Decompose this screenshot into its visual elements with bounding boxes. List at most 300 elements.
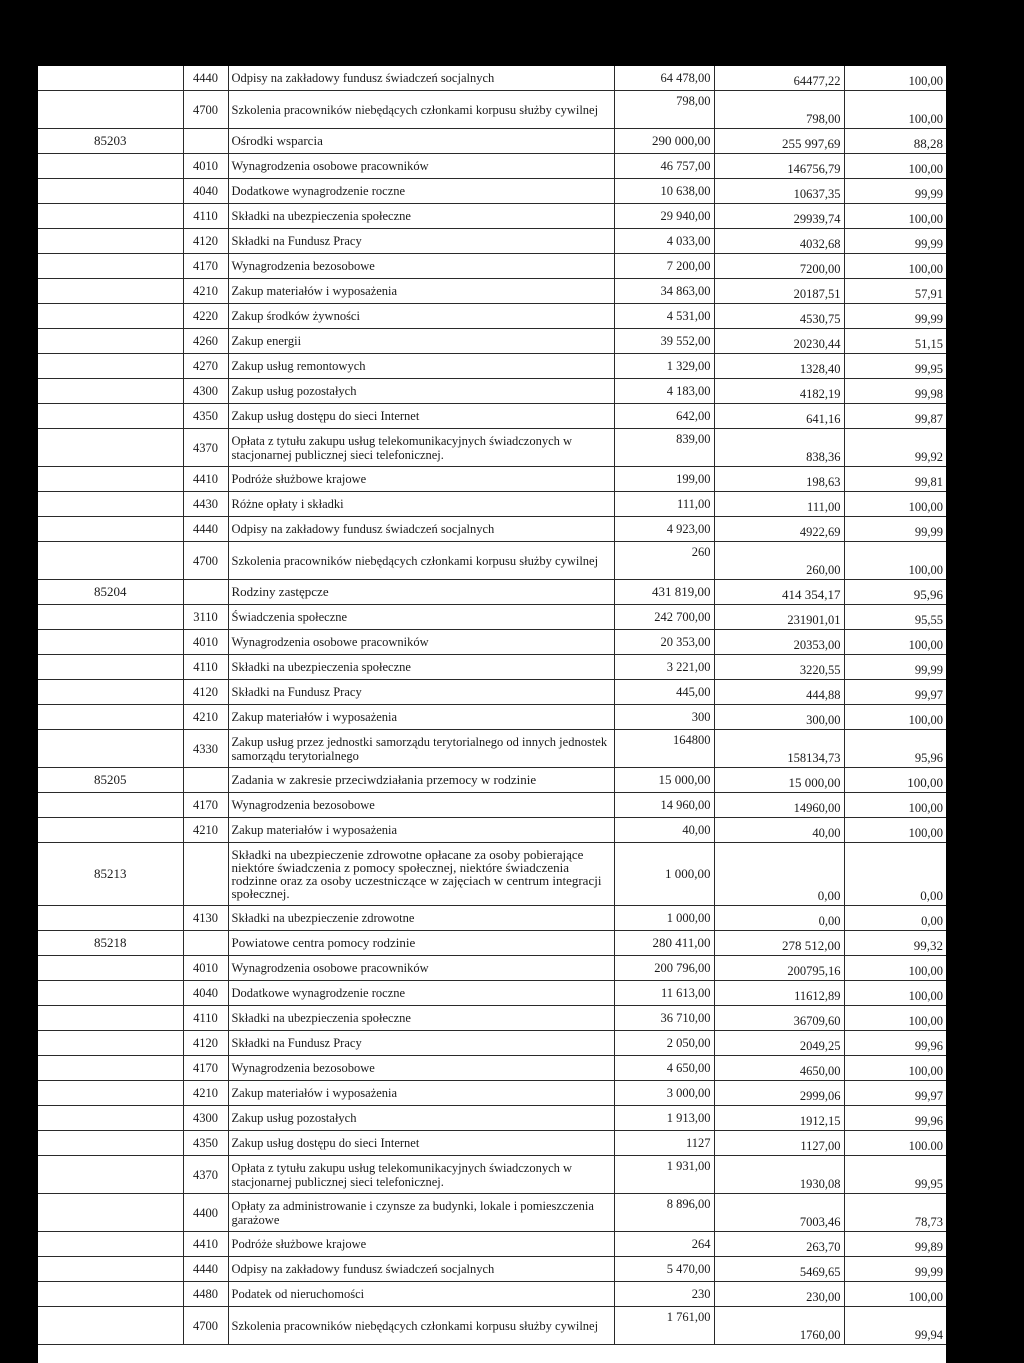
- execution-cell: 20187,51: [714, 279, 844, 304]
- plan-cell: 111,00: [614, 492, 714, 517]
- table-row: [38, 279, 946, 304]
- rozdzial-cell: [38, 304, 183, 329]
- paragraf-cell: 4220: [183, 304, 228, 329]
- rozdzial-cell: [38, 379, 183, 404]
- execution-cell: 10637,35: [714, 179, 844, 204]
- paragraf-cell: 4170: [183, 1056, 228, 1081]
- rozdzial-cell: 85218: [38, 931, 183, 956]
- rozdzial-cell: [38, 906, 183, 931]
- rozdzial-cell: [38, 467, 183, 492]
- plan-cell: 230: [614, 1282, 714, 1307]
- plan-cell: 164800: [614, 730, 714, 768]
- percent-cell: 99,99: [844, 1257, 946, 1282]
- rozdzial-cell: [38, 630, 183, 655]
- name-cell: Podróże służbowe krajowe: [228, 1232, 614, 1257]
- table-row: [38, 542, 946, 580]
- table-row: [38, 329, 946, 354]
- execution-cell: 20353,00: [714, 630, 844, 655]
- name-cell: Wynagrodzenia osobowe pracowników: [228, 154, 614, 179]
- plan-cell: 839,00: [614, 429, 714, 467]
- execution-cell: 14960,00: [714, 793, 844, 818]
- percent-cell: 100,00: [844, 254, 946, 279]
- section-row: [38, 843, 946, 906]
- paragraf-cell: 4260: [183, 329, 228, 354]
- document-page: [38, 66, 946, 1363]
- rozdzial-cell: [38, 655, 183, 680]
- plan-cell: 14 960,00: [614, 793, 714, 818]
- rozdzial-cell: 85205: [38, 768, 183, 793]
- name-cell: Składki na Fundusz Pracy: [228, 680, 614, 705]
- name-cell: Zakup usług remontowych: [228, 354, 614, 379]
- plan-cell: 260: [614, 542, 714, 580]
- rozdzial-cell: 85203: [38, 129, 183, 154]
- table-row: [38, 1056, 946, 1081]
- rozdzial-cell: [38, 981, 183, 1006]
- execution-cell: 641,16: [714, 404, 844, 429]
- plan-cell: 15 000,00: [614, 768, 714, 793]
- paragraf-cell: 4110: [183, 655, 228, 680]
- execution-cell: 230,00: [714, 1282, 844, 1307]
- table-row: [38, 154, 946, 179]
- percent-cell: 99,95: [844, 354, 946, 379]
- plan-cell: 64 478,00: [614, 66, 714, 91]
- paragraf-cell: 4270: [183, 354, 228, 379]
- paragraf-cell: 4130: [183, 906, 228, 931]
- execution-cell: 255 997,69: [714, 129, 844, 154]
- rozdzial-cell: [38, 1131, 183, 1156]
- paragraf-cell: 4170: [183, 793, 228, 818]
- name-cell: Wynagrodzenia osobowe pracowników: [228, 630, 614, 655]
- name-cell: Opłaty za administrowanie i czynsze za budynki, lokale i pomieszczenia garażowe: [228, 1194, 614, 1232]
- percent-cell: 99,97: [844, 680, 946, 705]
- name-cell: Powiatowe centra pomocy rodzinie: [228, 931, 614, 956]
- name-cell: Zakup usług pozostałych: [228, 1106, 614, 1131]
- table-row: [38, 91, 946, 129]
- rozdzial-cell: [38, 956, 183, 981]
- rozdzial-cell: 85204: [38, 580, 183, 605]
- paragraf-cell: 4430: [183, 492, 228, 517]
- percent-cell: 95,55: [844, 605, 946, 630]
- name-cell: Składki na ubezpieczenie zdrowotne opłacane za osoby pobierające niektóre świadczenia z pomocy społecznej, niektóre świadczenia rodzinne oraz za osoby uczestniczące w zajęciach w centrum integracji społecznej.: [228, 843, 614, 906]
- budget-table: [38, 66, 946, 1345]
- paragraf-cell: 4440: [183, 66, 228, 91]
- execution-cell: 198,63: [714, 467, 844, 492]
- table-row: [38, 1106, 946, 1131]
- plan-cell: 280 411,00: [614, 931, 714, 956]
- execution-cell: 3220,55: [714, 655, 844, 680]
- percent-cell: 99,92: [844, 429, 946, 467]
- percent-cell: 100,00: [844, 154, 946, 179]
- name-cell: Różne opłaty i składki: [228, 492, 614, 517]
- execution-cell: 7200,00: [714, 254, 844, 279]
- name-cell: Dodatkowe wynagrodzenie roczne: [228, 179, 614, 204]
- percent-cell: 100,00: [844, 91, 946, 129]
- table-row: [38, 1006, 946, 1031]
- paragraf-cell: 4370: [183, 1156, 228, 1194]
- name-cell: Podróże służbowe krajowe: [228, 467, 614, 492]
- table-row: [38, 906, 946, 931]
- paragraf-cell: 4170: [183, 254, 228, 279]
- execution-cell: 1912,15: [714, 1106, 844, 1131]
- paragraf-cell: 4300: [183, 1106, 228, 1131]
- execution-cell: 11612,89: [714, 981, 844, 1006]
- percent-cell: 100,00: [844, 768, 946, 793]
- table-row: [38, 1156, 946, 1194]
- execution-cell: 1930,08: [714, 1156, 844, 1194]
- paragraf-cell: 4010: [183, 154, 228, 179]
- plan-cell: 264: [614, 1232, 714, 1257]
- section-row: [38, 931, 946, 956]
- percent-cell: 100,00: [844, 793, 946, 818]
- name-cell: Świadczenia społeczne: [228, 605, 614, 630]
- table-row: [38, 1131, 946, 1156]
- name-cell: Opłata z tytułu zakupu usług telekomunikacyjnych świadczonych w stacjonarnej publicznej sieci telefonicznej.: [228, 1156, 614, 1194]
- table-row: [38, 793, 946, 818]
- paragraf-cell: [183, 580, 228, 605]
- percent-cell: 99,81: [844, 467, 946, 492]
- table-row: [38, 429, 946, 467]
- rozdzial-cell: [38, 680, 183, 705]
- execution-cell: 146756,79: [714, 154, 844, 179]
- plan-cell: 36 710,00: [614, 1006, 714, 1031]
- name-cell: Zadania w zakresie przeciwdziałania przemocy w rodzinie: [228, 768, 614, 793]
- percent-cell: 99,87: [844, 404, 946, 429]
- execution-cell: 40,00: [714, 818, 844, 843]
- paragraf-cell: 4120: [183, 1031, 228, 1056]
- paragraf-cell: [183, 768, 228, 793]
- execution-cell: 4650,00: [714, 1056, 844, 1081]
- percent-cell: 99,99: [844, 304, 946, 329]
- name-cell: Zakup usług przez jednostki samorządu terytorialnego od innych jednostek samorządu terytorialnego: [228, 730, 614, 768]
- plan-cell: 798,00: [614, 91, 714, 129]
- percent-cell: 95,96: [844, 730, 946, 768]
- rozdzial-cell: [38, 91, 183, 129]
- table-row: [38, 605, 946, 630]
- name-cell: Podatek od nieruchomości: [228, 1282, 614, 1307]
- plan-cell: 642,00: [614, 404, 714, 429]
- name-cell: Składki na Fundusz Pracy: [228, 1031, 614, 1056]
- table-row: [38, 1257, 946, 1282]
- execution-cell: 414 354,17: [714, 580, 844, 605]
- plan-cell: 445,00: [614, 680, 714, 705]
- percent-cell: 99,99: [844, 517, 946, 542]
- rozdzial-cell: [38, 254, 183, 279]
- percent-cell: 99,99: [844, 179, 946, 204]
- name-cell: Szkolenia pracowników niebędących członkami korpusu służby cywilnej: [228, 91, 614, 129]
- plan-cell: 5 470,00: [614, 1257, 714, 1282]
- percent-cell: 0,00: [844, 906, 946, 931]
- plan-cell: 290 000,00: [614, 129, 714, 154]
- paragraf-cell: 4700: [183, 1307, 228, 1345]
- execution-cell: 4182,19: [714, 379, 844, 404]
- table-row: [38, 705, 946, 730]
- plan-cell: 3 221,00: [614, 655, 714, 680]
- name-cell: Zakup materiałów i wyposażenia: [228, 279, 614, 304]
- plan-cell: 242 700,00: [614, 605, 714, 630]
- table-row: [38, 404, 946, 429]
- rozdzial-cell: [38, 542, 183, 580]
- execution-cell: 2999,06: [714, 1081, 844, 1106]
- execution-cell: 4032,68: [714, 229, 844, 254]
- rozdzial-cell: [38, 429, 183, 467]
- execution-cell: 20230,44: [714, 329, 844, 354]
- percent-cell: 100,00: [844, 66, 946, 91]
- rozdzial-cell: [38, 492, 183, 517]
- name-cell: Składki na ubezpieczenie zdrowotne: [228, 906, 614, 931]
- percent-cell: 99,99: [844, 229, 946, 254]
- name-cell: Zakup materiałów i wyposażenia: [228, 818, 614, 843]
- paragraf-cell: 4040: [183, 981, 228, 1006]
- table-row: [38, 956, 946, 981]
- paragraf-cell: 4410: [183, 467, 228, 492]
- name-cell: Składki na Fundusz Pracy: [228, 229, 614, 254]
- plan-cell: 300: [614, 705, 714, 730]
- percent-cell: 0,00: [844, 843, 946, 906]
- plan-cell: 1 761,00: [614, 1307, 714, 1345]
- rozdzial-cell: [38, 1194, 183, 1232]
- paragraf-cell: 4350: [183, 404, 228, 429]
- percent-cell: 100,00: [844, 542, 946, 580]
- section-row: [38, 580, 946, 605]
- percent-cell: 88,28: [844, 129, 946, 154]
- plan-cell: 29 940,00: [614, 204, 714, 229]
- table-row: [38, 630, 946, 655]
- plan-cell: 4 650,00: [614, 1056, 714, 1081]
- paragraf-cell: 4120: [183, 680, 228, 705]
- paragraf-cell: 4210: [183, 818, 228, 843]
- rozdzial-cell: [38, 354, 183, 379]
- name-cell: Ośrodki wsparcia: [228, 129, 614, 154]
- execution-cell: 7003,46: [714, 1194, 844, 1232]
- rozdzial-cell: [38, 66, 183, 91]
- percent-cell: 95,96: [844, 580, 946, 605]
- rozdzial-cell: [38, 1006, 183, 1031]
- rozdzial-cell: [38, 1282, 183, 1307]
- execution-cell: 4530,75: [714, 304, 844, 329]
- plan-cell: 1 931,00: [614, 1156, 714, 1194]
- execution-cell: 263,70: [714, 1232, 844, 1257]
- rozdzial-cell: [38, 204, 183, 229]
- name-cell: Składki na ubezpieczenia społeczne: [228, 1006, 614, 1031]
- rozdzial-cell: [38, 329, 183, 354]
- paragraf-cell: 4350: [183, 1131, 228, 1156]
- percent-cell: 100,00: [844, 1282, 946, 1307]
- execution-cell: 2049,25: [714, 1031, 844, 1056]
- percent-cell: 57,91: [844, 279, 946, 304]
- rozdzial-cell: [38, 404, 183, 429]
- paragraf-cell: 3110: [183, 605, 228, 630]
- rozdzial-cell: [38, 154, 183, 179]
- percent-cell: 99,96: [844, 1106, 946, 1131]
- rozdzial-cell: [38, 179, 183, 204]
- execution-cell: 260,00: [714, 542, 844, 580]
- name-cell: Zakup materiałów i wyposażenia: [228, 705, 614, 730]
- rozdzial-cell: [38, 1106, 183, 1131]
- execution-cell: 29939,74: [714, 204, 844, 229]
- execution-cell: 838,36: [714, 429, 844, 467]
- name-cell: Odpisy na zakładowy fundusz świadczeń socjalnych: [228, 66, 614, 91]
- plan-cell: 431 819,00: [614, 580, 714, 605]
- paragraf-cell: 4370: [183, 429, 228, 467]
- plan-cell: 1127: [614, 1131, 714, 1156]
- paragraf-cell: 4330: [183, 730, 228, 768]
- percent-cell: 100,00: [844, 981, 946, 1006]
- paragraf-cell: [183, 843, 228, 906]
- plan-cell: 46 757,00: [614, 154, 714, 179]
- percent-cell: 99,32: [844, 931, 946, 956]
- rozdzial-cell: 85213: [38, 843, 183, 906]
- plan-cell: 1 000,00: [614, 843, 714, 906]
- table-row: [38, 467, 946, 492]
- rozdzial-cell: [38, 517, 183, 542]
- execution-cell: 111,00: [714, 492, 844, 517]
- paragraf-cell: 4440: [183, 517, 228, 542]
- percent-cell: 99,89: [844, 1232, 946, 1257]
- plan-cell: 4 033,00: [614, 229, 714, 254]
- plan-cell: 20 353,00: [614, 630, 714, 655]
- percent-cell: 99,99: [844, 655, 946, 680]
- rozdzial-cell: [38, 1232, 183, 1257]
- plan-cell: 4 183,00: [614, 379, 714, 404]
- name-cell: Dodatkowe wynagrodzenie roczne: [228, 981, 614, 1006]
- percent-cell: 100,00: [844, 1006, 946, 1031]
- plan-cell: 200 796,00: [614, 956, 714, 981]
- percent-cell: 99,95: [844, 1156, 946, 1194]
- table-row: [38, 981, 946, 1006]
- rozdzial-cell: [38, 1156, 183, 1194]
- table-row: [38, 655, 946, 680]
- name-cell: Szkolenia pracowników niebędących członkami korpusu służby cywilnej: [228, 1307, 614, 1345]
- name-cell: Zakup środków żywności: [228, 304, 614, 329]
- paragraf-cell: 4010: [183, 956, 228, 981]
- table-row: [38, 254, 946, 279]
- paragraf-cell: 4040: [183, 179, 228, 204]
- name-cell: Wynagrodzenia bezosobowe: [228, 793, 614, 818]
- execution-cell: 0,00: [714, 843, 844, 906]
- table-row: [38, 1282, 946, 1307]
- section-row: [38, 129, 946, 154]
- paragraf-cell: 4400: [183, 1194, 228, 1232]
- execution-cell: 15 000,00: [714, 768, 844, 793]
- paragraf-cell: 4440: [183, 1257, 228, 1282]
- rozdzial-cell: [38, 1056, 183, 1081]
- paragraf-cell: 4120: [183, 229, 228, 254]
- plan-cell: 1 000,00: [614, 906, 714, 931]
- paragraf-cell: [183, 931, 228, 956]
- rozdzial-cell: [38, 279, 183, 304]
- percent-cell: 100,00: [844, 1056, 946, 1081]
- execution-cell: 158134,73: [714, 730, 844, 768]
- plan-cell: 199,00: [614, 467, 714, 492]
- execution-cell: 278 512,00: [714, 931, 844, 956]
- name-cell: Składki na ubezpieczenia społeczne: [228, 204, 614, 229]
- table-row: [38, 1307, 946, 1345]
- name-cell: Zakup materiałów i wyposażenia: [228, 1081, 614, 1106]
- paragraf-cell: 4210: [183, 705, 228, 730]
- name-cell: Zakup usług dostępu do sieci Internet: [228, 1131, 614, 1156]
- percent-cell: 99,97: [844, 1081, 946, 1106]
- table-row: [38, 1031, 946, 1056]
- budget-table-body: [38, 66, 946, 1345]
- table-row: [38, 304, 946, 329]
- paragraf-cell: 4480: [183, 1282, 228, 1307]
- rozdzial-cell: [38, 229, 183, 254]
- percent-cell: 100,00: [844, 818, 946, 843]
- execution-cell: 36709,60: [714, 1006, 844, 1031]
- plan-cell: 2 050,00: [614, 1031, 714, 1056]
- plan-cell: 3 000,00: [614, 1081, 714, 1106]
- table-row: [38, 1232, 946, 1257]
- table-row: [38, 517, 946, 542]
- name-cell: Składki na ubezpieczenia społeczne: [228, 655, 614, 680]
- execution-cell: 1760,00: [714, 1307, 844, 1345]
- percent-cell: 99,96: [844, 1031, 946, 1056]
- table-row: [38, 204, 946, 229]
- percent-cell: 51,15: [844, 329, 946, 354]
- paragraf-cell: 4110: [183, 204, 228, 229]
- table-row: [38, 680, 946, 705]
- plan-cell: 39 552,00: [614, 329, 714, 354]
- plan-cell: 11 613,00: [614, 981, 714, 1006]
- name-cell: Odpisy na zakładowy fundusz świadczeń socjalnych: [228, 517, 614, 542]
- percent-cell: 99,98: [844, 379, 946, 404]
- paragraf-cell: 4300: [183, 379, 228, 404]
- rozdzial-cell: [38, 730, 183, 768]
- execution-cell: 300,00: [714, 705, 844, 730]
- rozdzial-cell: [38, 1031, 183, 1056]
- execution-cell: 4922,69: [714, 517, 844, 542]
- name-cell: Wynagrodzenia osobowe pracowników: [228, 956, 614, 981]
- name-cell: Szkolenia pracowników niebędących członkami korpusu służby cywilnej: [228, 542, 614, 580]
- execution-cell: 1328,40: [714, 354, 844, 379]
- paragraf-cell: 4010: [183, 630, 228, 655]
- name-cell: Opłata z tytułu zakupu usług telekomunikacyjnych świadczonych w stacjonarnej publicznej sieci telefonicznej.: [228, 429, 614, 467]
- rozdzial-cell: [38, 818, 183, 843]
- rozdzial-cell: [38, 793, 183, 818]
- percent-cell: 99,94: [844, 1307, 946, 1345]
- paragraf-cell: [183, 129, 228, 154]
- plan-cell: 8 896,00: [614, 1194, 714, 1232]
- name-cell: Odpisy na zakładowy fundusz świadczeń socjalnych: [228, 1257, 614, 1282]
- table-row: [38, 492, 946, 517]
- name-cell: Rodziny zastępcze: [228, 580, 614, 605]
- percent-cell: 100,00: [844, 956, 946, 981]
- name-cell: Zakup usług dostępu do sieci Internet: [228, 404, 614, 429]
- execution-cell: 200795,16: [714, 956, 844, 981]
- rozdzial-cell: [38, 705, 183, 730]
- name-cell: Wynagrodzenia bezosobowe: [228, 1056, 614, 1081]
- rozdzial-cell: [38, 1257, 183, 1282]
- section-row: [38, 768, 946, 793]
- paragraf-cell: 4410: [183, 1232, 228, 1257]
- execution-cell: 64477,22: [714, 66, 844, 91]
- rozdzial-cell: [38, 605, 183, 630]
- name-cell: Zakup energii: [228, 329, 614, 354]
- name-cell: Wynagrodzenia bezosobowe: [228, 254, 614, 279]
- table-row: [38, 379, 946, 404]
- rozdzial-cell: [38, 1307, 183, 1345]
- table-row: [38, 1081, 946, 1106]
- table-row: [38, 354, 946, 379]
- plan-cell: 1 329,00: [614, 354, 714, 379]
- percent-cell: 78,73: [844, 1194, 946, 1232]
- percent-cell: 100,00: [844, 630, 946, 655]
- execution-cell: 5469,65: [714, 1257, 844, 1282]
- execution-cell: 1127,00: [714, 1131, 844, 1156]
- table-row: [38, 1194, 946, 1232]
- paragraf-cell: 4210: [183, 279, 228, 304]
- rozdzial-cell: [38, 1081, 183, 1106]
